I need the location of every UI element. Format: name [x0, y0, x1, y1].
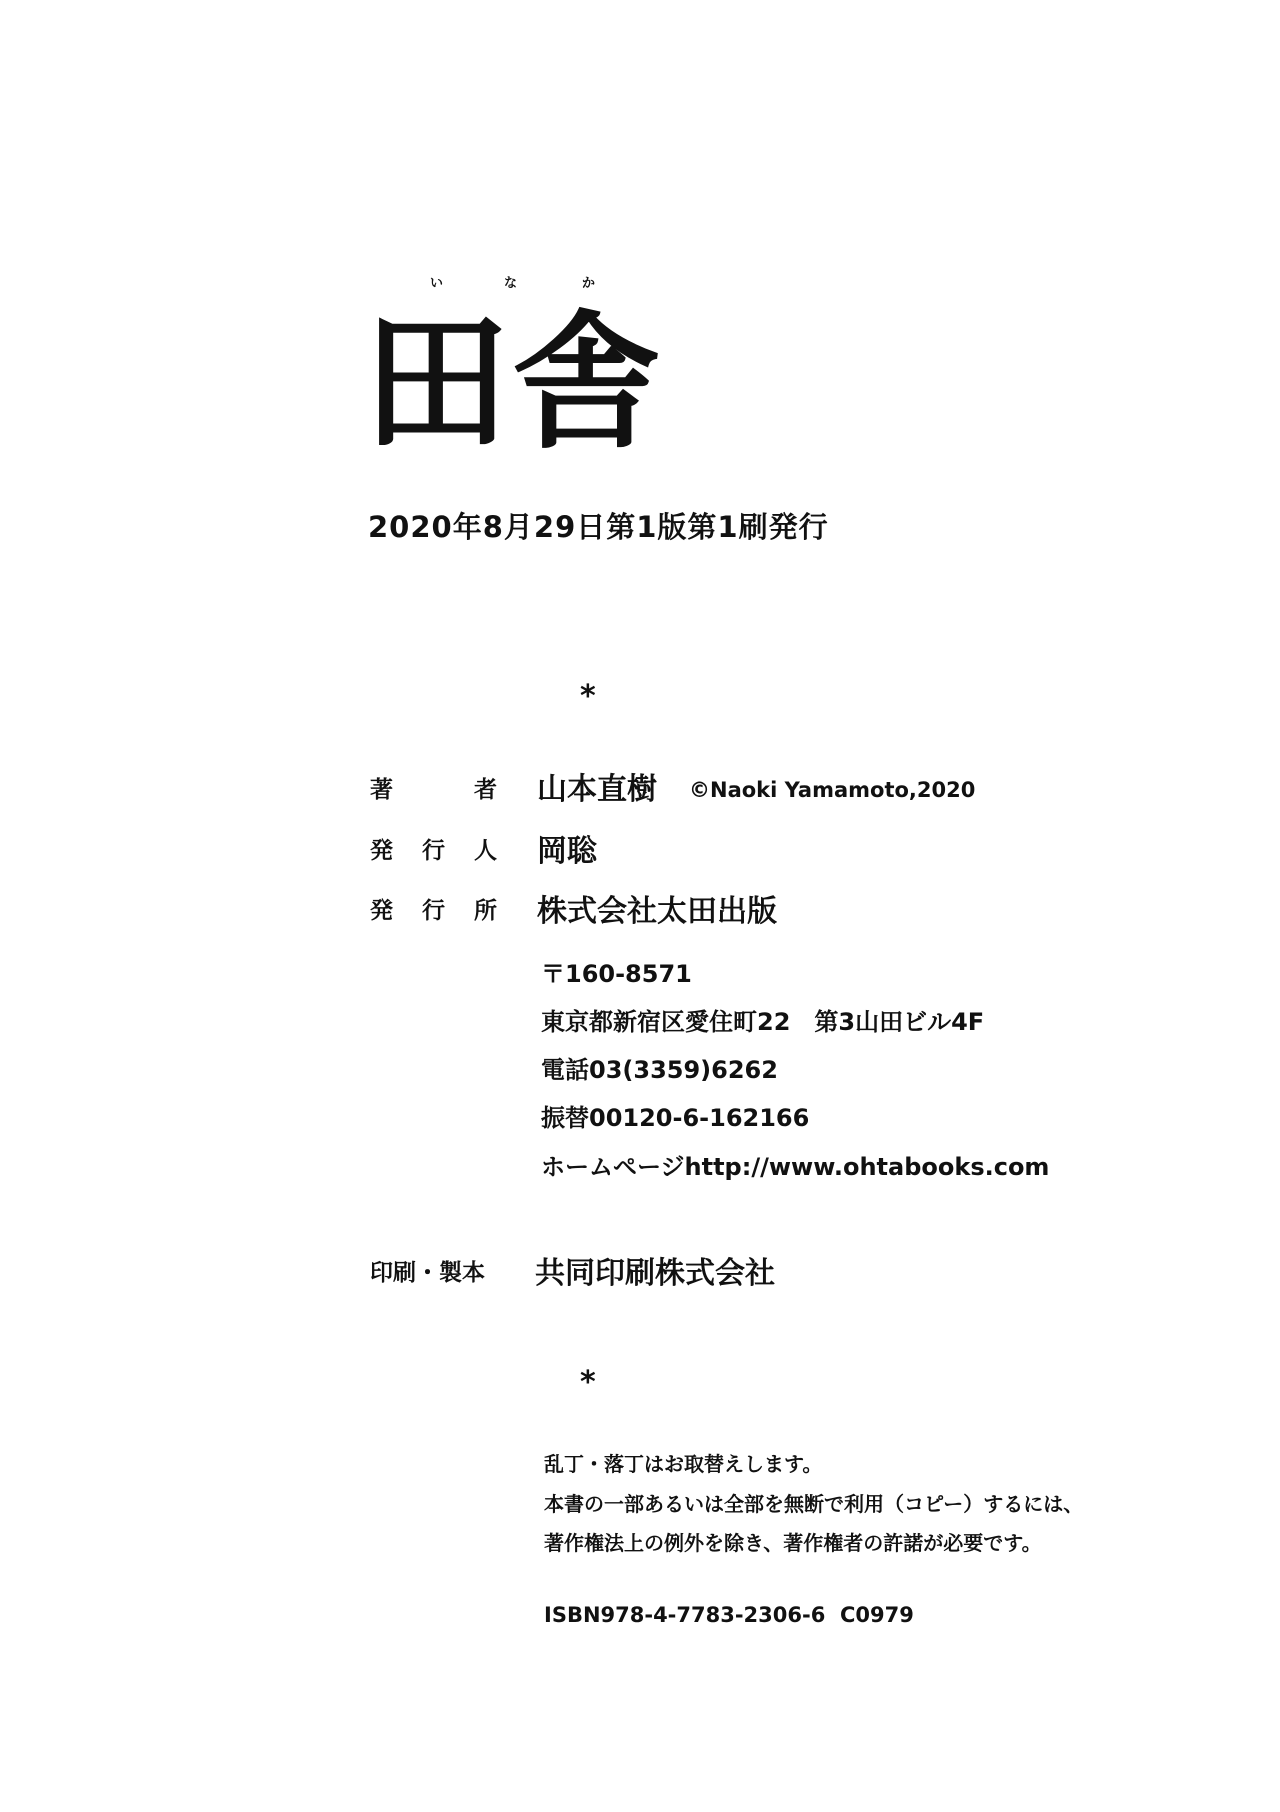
isbn: ISBN978-4-7783-2306-6 C0979 [544, 1603, 914, 1627]
homepage-link[interactable]: ホームページhttp://www.ohtabooks.com [541, 1153, 1050, 1181]
printer-name: 共同印刷株式会社 [535, 1256, 775, 1291]
book-title [362, 295, 662, 469]
note-copyright-law: 著作権法上の例外を除き、著作権者の許諾が必要です。 [544, 1531, 1042, 1555]
author-name: 山本直樹 [537, 772, 657, 807]
edition-date: 2020年8月29日第1版第1刷発行 [368, 510, 829, 544]
transfer-account: 振替00120-6-162166 [541, 1104, 810, 1132]
publisher-name: 岡聡 [537, 834, 597, 869]
label-printing: 印刷・製本 [370, 1260, 485, 1286]
title-char-2: 舎 [512, 295, 662, 469]
label-author-2: 者 [474, 777, 497, 803]
label-house-2: 行 [422, 898, 445, 924]
separator-asterisk: * [580, 679, 596, 714]
label-publisher-1: 発 [370, 838, 393, 864]
publishing-house: 株式会社太田出版 [537, 894, 777, 929]
label-house-3: 所 [474, 898, 497, 924]
postal-code: 〒160-8571 [541, 960, 692, 988]
title-ruby-i: い [430, 276, 444, 291]
label-house-1: 発 [370, 898, 393, 924]
separator-asterisk-2: * [580, 1365, 596, 1400]
title-ruby-ka: か [582, 276, 596, 291]
phone: 電話03(3359)6262 [541, 1056, 778, 1084]
copyright: ©Naoki Yamamoto,2020 [689, 778, 976, 802]
label-publisher-2: 行 [422, 838, 445, 864]
street-address: 東京都新宿区愛住町22 第3山田ビル4F [541, 1008, 985, 1036]
note-copy-permission: 本書の一部あるいは全部を無断で利用（コピー）するには、 [544, 1492, 1084, 1516]
title-char-1: 田 [362, 295, 512, 469]
label-author-1: 著 [370, 777, 393, 803]
title-ruby-na: な [504, 276, 518, 291]
label-publisher-3: 人 [474, 838, 497, 864]
note-replacement: 乱丁・落丁はお取替えします。 [544, 1452, 823, 1476]
